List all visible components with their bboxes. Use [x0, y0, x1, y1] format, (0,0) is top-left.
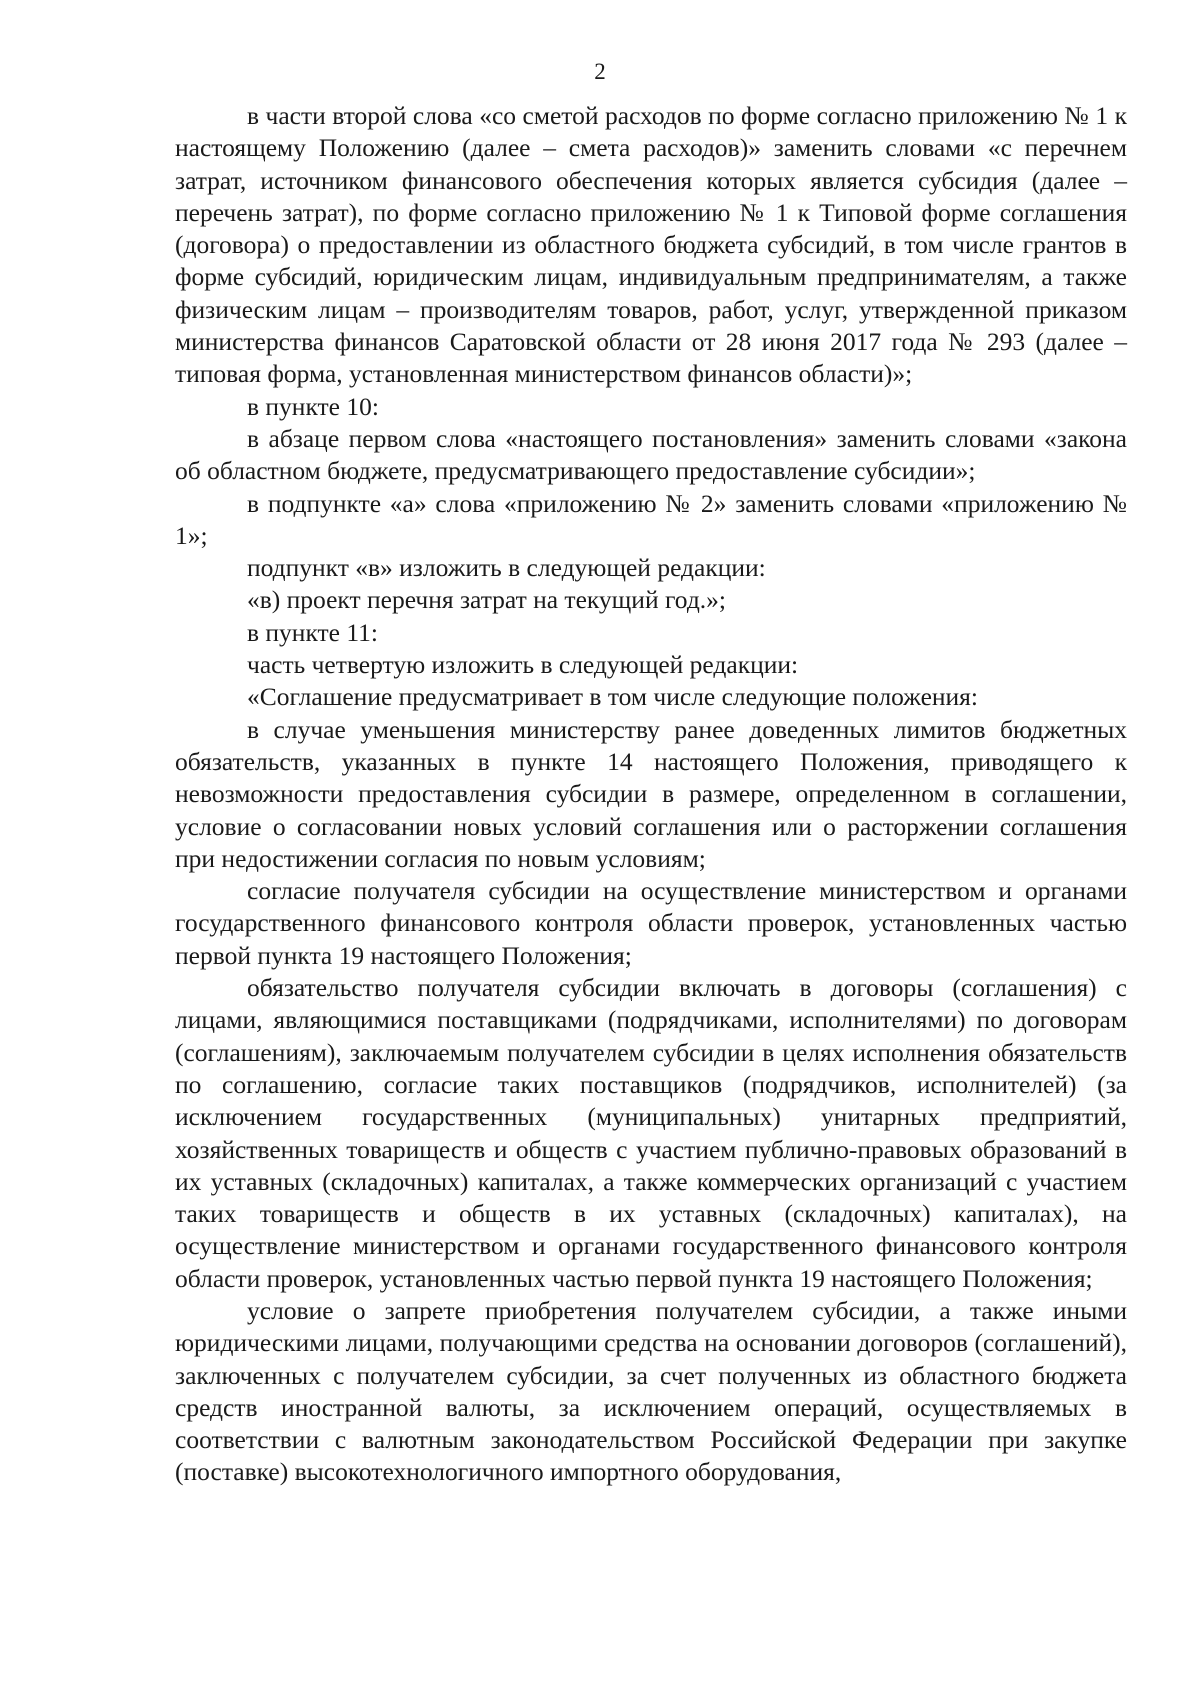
paragraph-clause-11: в пункте 11:: [247, 617, 378, 647]
paragraph-subclause-v: подпункт «в» изложить в следующей редакции:: [247, 553, 766, 583]
paragraph-part-two-replacement: в части второй слова «со сметой расходов по форме согласно приложению № 1 к настоящему Положению (далее – смета расходов)» заменить словами «с перечнем затрат, источником финансового обеспечения которых является субсидия (далее – перечень затрат), по форме согласно приложению № 1 к Типовой форме соглашения (договора) о предоставлении из областного бюджета субсидий, в том числе грантов в форме субсидий, юридическим лицам, индивидуальным предпринимателям, а также физическим лицам – производителям товаров, работ, услуг, утвержденной приказом министерства финансов Саратовской области от 28 июня 2017 года № 293 (далее – типовая форма, установленная министерством финансов области)»;: [175, 101, 1127, 389]
page-number: 2: [594, 59, 606, 84]
paragraph-subclause-a: в подпункте «а» слова «приложению № 2» заменить словами «приложению № 1»;: [175, 488, 1127, 550]
paragraph-currency-prohibition: условие о запрете приобретения получателем субсидии, а также иными юридическими лицами, получающими средства на основании договоров (соглашений), заключенных с получателем субсидии, за счет полученных из областного бюджета средств иностранной валюты, за исключением операций, осуществляемых в соответствии с валютным законодательством Российской Федерации при закупке (поставке) высокотехнологичного импортного оборудования,: [175, 1295, 1127, 1487]
paragraph-first-abzac: в абзаце первом слова «настоящего постановления» заменить словами «закона об областном бюджете, предусматривающего предоставление субсидии»;: [175, 423, 1127, 486]
paragraph-limits-reduction: в случае уменьшения министерству ранее доведенных лимитов бюджетных обязательств, указанных в пункте 14 настоящего Положения, приводящего к невозможности предоставления субсидии в размере, определенном в соглашении, условие о согласовании новых условий соглашения или о расторжении соглашения при недостижении согласия по новым условиям;: [175, 714, 1127, 873]
paragraph-clause-10: в пункте 10:: [247, 391, 379, 421]
paragraph-recipient-consent: согласие получателя субсидии на осуществление министерством и органами государственного финансового контроля области проверок, установленных частью первой пункта 19 настоящего Положения;: [175, 876, 1127, 970]
paragraph-recipient-obligation: обязательство получателя субсидии включать в договоры (соглашения) с лицами, являющимися поставщиками (подрядчиками, исполнителями) по договорам (соглашениям), заключаемым получателем субсидии в целях исполнения обязательств по соглашению, согласие таких поставщиков (подрядчиков, исполнителей) (за исключением государственных (муниципальных) унитарных предприятий, хозяйственных товариществ и обществ с участием публично-правовых образований в их уставных (складочных) капиталах, а также коммерческих организаций с участием таких товариществ и обществ в их уставных (складочных) капиталах), на осуществление министерством и органами государственного финансового контроля области проверок, установленных частью первой пункта 19 настоящего Положения;: [175, 973, 1127, 1293]
paragraph-part-four: часть четвертую изложить в следующей редакции:: [247, 650, 799, 680]
document-body: [175, 100, 1127, 1489]
paragraph-agreement-provisions: «Соглашение предусматривает в том числе следующие положения:: [247, 682, 978, 712]
paragraph-subclause-v-text: «в) проект перечня затрат на текущий год.»;: [247, 585, 726, 615]
